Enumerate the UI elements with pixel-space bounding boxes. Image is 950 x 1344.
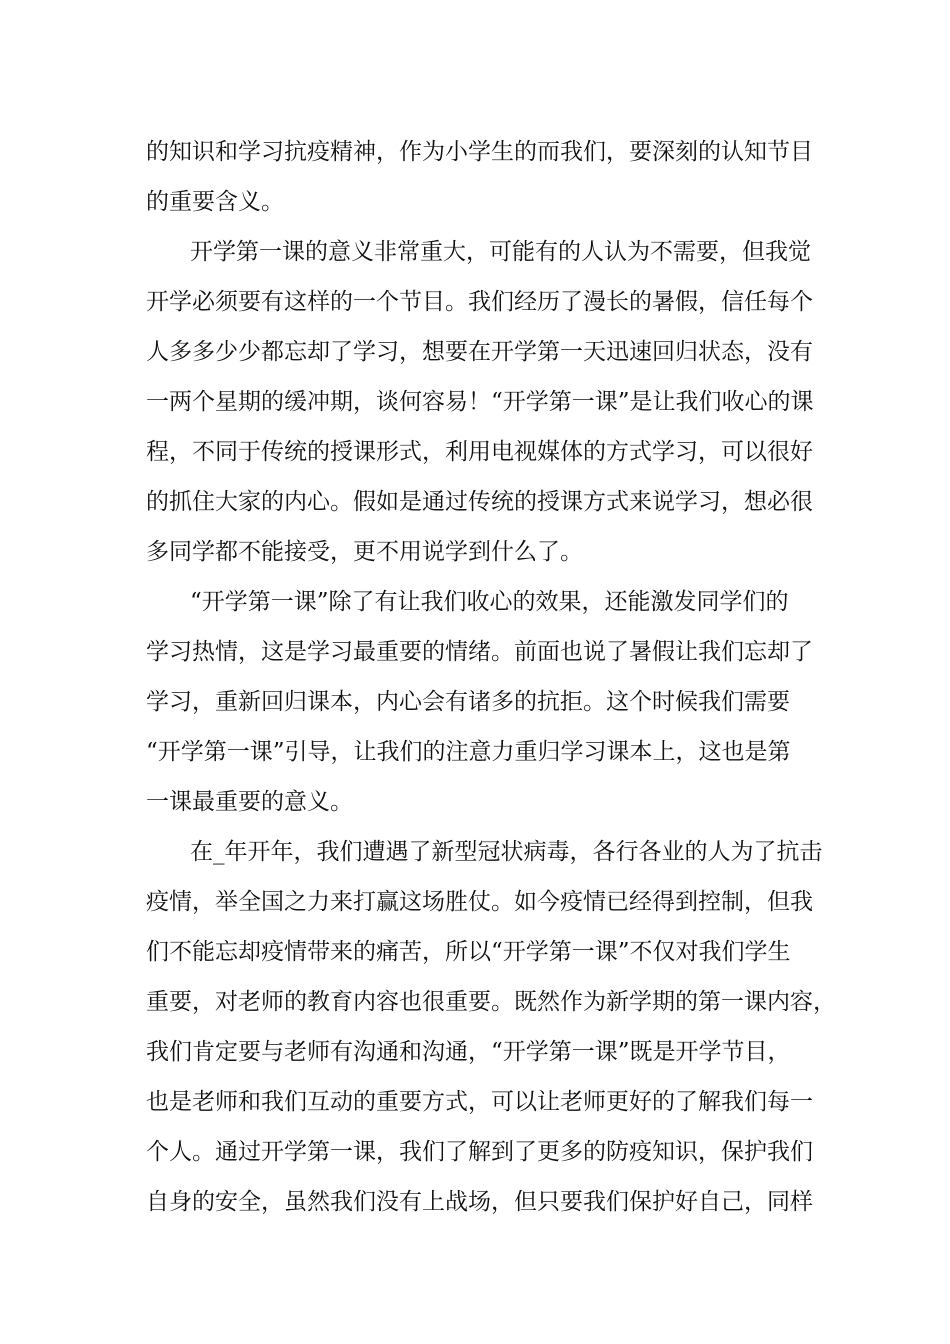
- text-line: 一两个星期的缓冲期，谈何容易！“开学第一课”是让我们收心的课: [146, 389, 814, 415]
- text-line: 学习热情，这是学习最重要的情绪。前面也说了暑假让我们忘却了: [146, 639, 813, 665]
- paragraph-first-line: 开学第一课的意义非常重大，可能有的人认为不需要，但我觉: [190, 239, 811, 265]
- text-line: 人多多少少都忘却了学习，想要在开学第一天迅速回归状态，没有: [146, 339, 813, 365]
- text-line: 个人。通过开学第一课，我们了解到了更多的防疫知识，保护我们: [146, 1139, 813, 1165]
- text-line: “开学第一课”引导，让我们的注意力重归学习课本上，这也是第: [146, 739, 791, 765]
- text-line: 我们肯定要与老师有沟通和沟通，“开学第一课”既是开学节目，: [146, 1039, 791, 1065]
- text-line: 也是老师和我们互动的重要方式，可以让老师更好的了解我们每一: [146, 1089, 813, 1115]
- text-line: 重要，对老师的教育内容也很重要。既然作为新学期的第一课内容，: [146, 989, 836, 1015]
- text-line: 的知识和学习抗疫精神，作为小学生的而我们，要深刻的认知节目: [146, 139, 813, 165]
- text-line: 一课最重要的意义。: [146, 789, 353, 815]
- text-line: 程，不同于传统的授课形式，利用电视媒体的方式学习，可以很好: [146, 439, 813, 465]
- text-line: 开学必须要有这样的一个节目。我们经历了漫长的暑假，信任每个: [146, 289, 813, 315]
- text-line: 疫情，举全国之力来打赢这场胜仗。如今疫情已经得到控制，但我: [146, 889, 813, 915]
- paragraph-first-line: “开学第一课”除了有让我们收心的效果，还能激发同学们的: [190, 589, 789, 615]
- text-line: 们不能忘却疫情带来的痛苦，所以“开学第一课”不仅对我们学生: [146, 939, 791, 965]
- text-line: 多同学都不能接受，更不用说学到什么了。: [146, 539, 583, 565]
- text-line: 自身的安全，虽然我们没有上战场，但只要我们保护好自己，同样: [146, 1189, 813, 1215]
- text-line: 的重要含义。: [146, 189, 284, 215]
- paragraph-first-line: 在_年开年，我们遭遇了新型冠状病毒，各行各业的人为了抗击: [190, 839, 823, 865]
- text-line: 学习，重新回归课本，内心会有诸多的抗拒。这个时候我们需要: [146, 689, 790, 715]
- text-line: 的抓住大家的内心。假如是通过传统的授课方式来说学习，想必很: [146, 489, 813, 515]
